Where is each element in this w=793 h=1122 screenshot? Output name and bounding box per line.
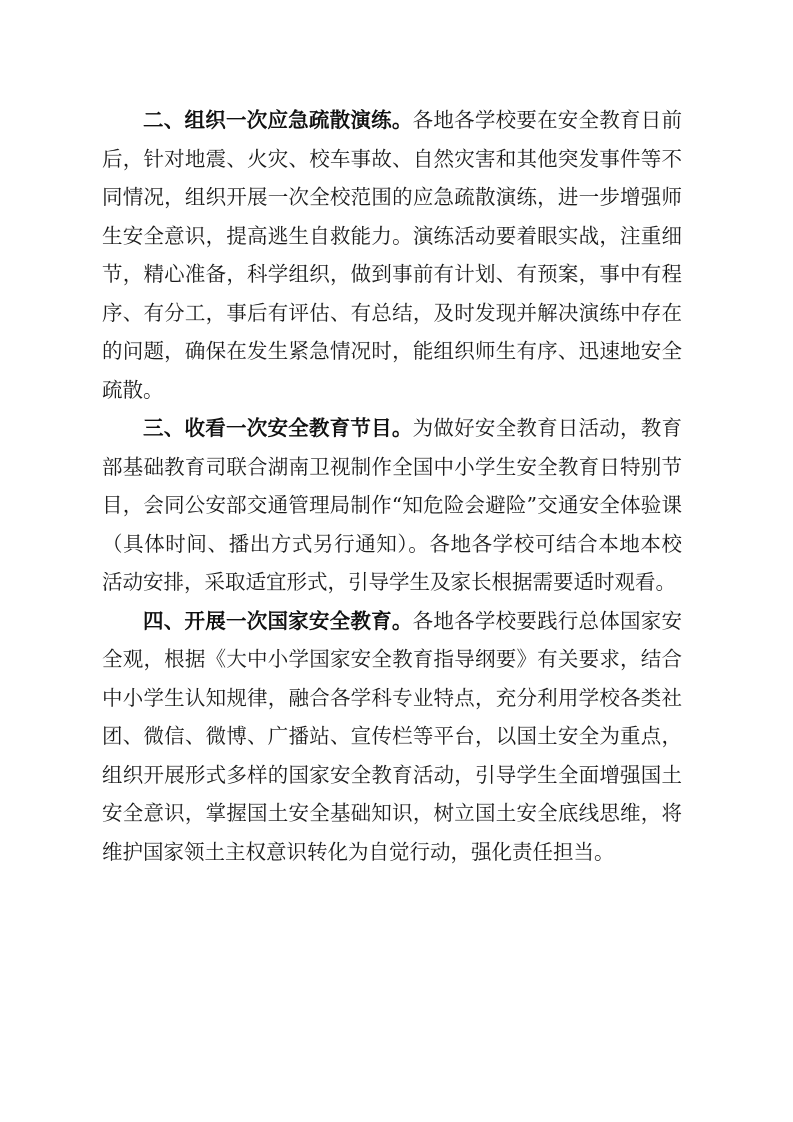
document-body [102,101,682,871]
paragraph-heading: 二、组织一次应急疏散演练。 [143,108,413,132]
paragraph-body: 为做好安全教育日活动，教育部基础教育司联合湖南卫视制作全国中小学生安全教育日特别节目，会同公安部交通管理局制作“知危险会避险”交通安全体验课（具体时间、播出方式另行通知）。各地各学校可结合本地本校活动安排，采取适宜形式，引导学生及家长根据需要适时观看。 [102,416,683,594]
paragraph-emergency-drill [102,101,682,409]
paragraph-body: 各地各学校要践行总体国家安全观，根据《大中小学国家安全教育指导纲要》有关要求，结合中小学生认知规律，融合各学科专业特点，充分利用学校各类社团、微信、微博、广播站、宣传栏等平台，以国土安全为重点，组织开展形式多样的国家安全教育活动，引导学生全面增强国土安全意识，掌握国土安全基础知识，树立国土安全底线思维，将维护国家领土主权意识转化为自觉行动，强化责任担当。 [102,608,683,864]
paragraph-watch-program [102,409,682,602]
paragraph-national-security [102,602,682,872]
paragraph-heading: 三、收看一次安全教育节目。 [143,416,413,440]
paragraph-body: 各地各学校要在安全教育日前后，针对地震、火灾、校车事故、自然灾害和其他突发事件等不同情况，组织开展一次全校范围的应急疏散演练，进一步增强师生安全意识，提高逃生自救能力。演练活动要着眼实战，注重细节，精心准备，科学组织，做到事前有计划、有预案，事中有程序、有分工，事后有评估、有总结，及时发现并解决演练中存在的问题，确保在发生紧急情况时，能组织师生有序、迅速地安全疏散。 [102,108,683,402]
paragraph-heading: 四、开展一次国家安全教育。 [143,608,413,633]
